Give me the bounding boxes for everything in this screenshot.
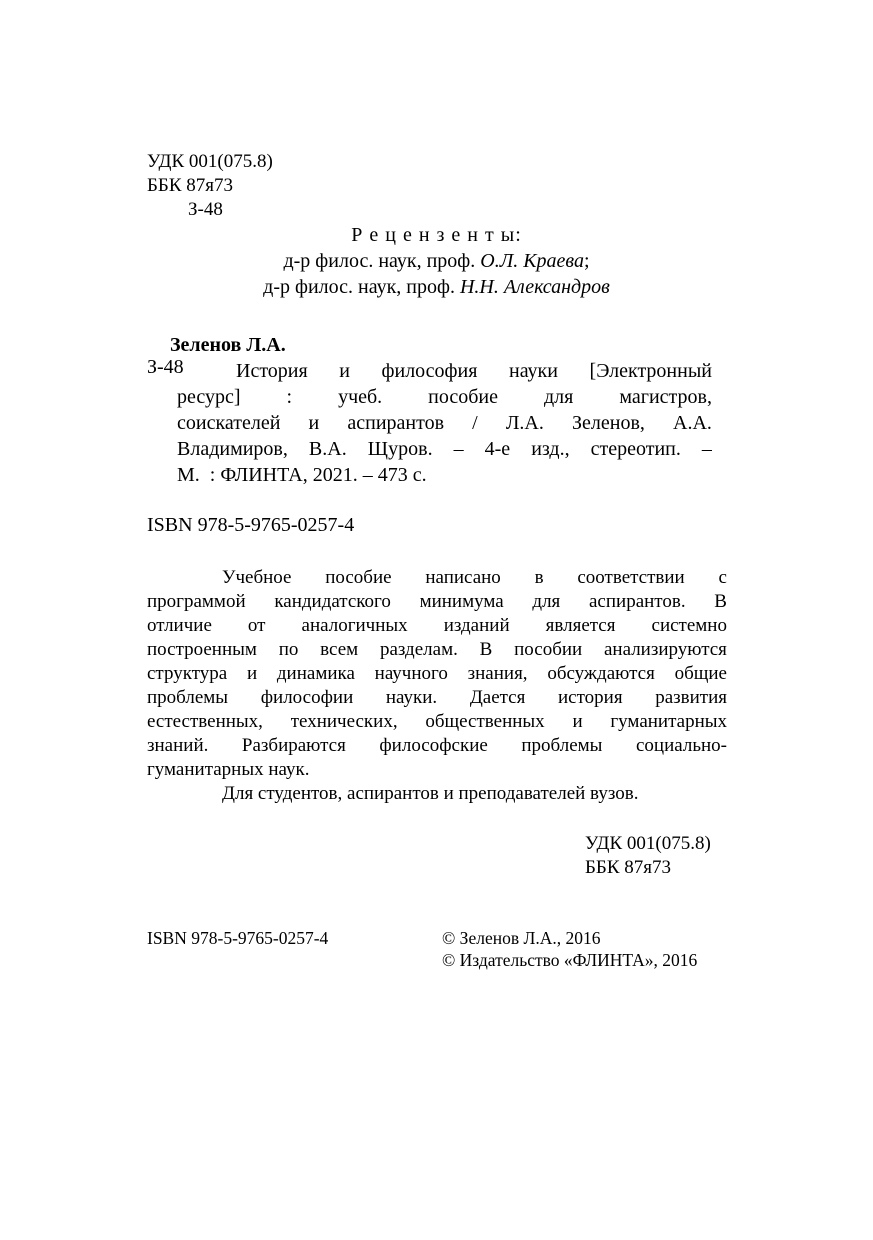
- reviewer-1: [0, 248, 873, 274]
- abstract-line: [147, 638, 727, 662]
- word: В: [714, 591, 727, 612]
- word: Учебное: [222, 567, 292, 588]
- word: Щуров.: [367, 438, 433, 460]
- word: проблемы: [147, 687, 229, 708]
- word: гуманитарных: [610, 711, 727, 732]
- word: аспирантов: [347, 412, 445, 434]
- copyright-author: © Зеленов Л.А., 2016: [442, 928, 601, 948]
- word: :: [286, 386, 293, 408]
- word: отличие: [147, 615, 212, 636]
- reviewer-2-degree: д-р филос. наук, проф.: [263, 276, 460, 298]
- word: программой: [147, 591, 246, 612]
- footer-udk-code: УДК 001(075.8): [585, 833, 711, 854]
- abstract-line: [147, 614, 727, 638]
- abstract-line: [147, 662, 727, 686]
- word: знания,: [467, 663, 528, 684]
- reviewer-1-name: О.Л. Краева: [480, 250, 584, 272]
- word: Л.А.: [505, 412, 544, 434]
- word: ресурс]: [177, 386, 241, 408]
- reviewer-2: [0, 274, 873, 300]
- word: динамика: [276, 663, 355, 684]
- word: разделам.: [379, 639, 458, 660]
- word: Разбираются: [241, 735, 346, 756]
- word: и: [572, 711, 583, 732]
- word: изданий: [443, 615, 510, 636]
- entry-body: [177, 358, 712, 488]
- footer-isbn: ISBN 978-5-9765-0257-4: [147, 928, 329, 948]
- entry-line-last: М. : ФЛИНТА, 2021. – 473 с.: [177, 464, 427, 486]
- isbn-main: ISBN 978-5-9765-0257-4: [147, 514, 355, 536]
- word: знаний.: [147, 735, 209, 756]
- word: написано: [425, 567, 501, 588]
- word: социально-: [635, 735, 727, 756]
- word: и: [308, 412, 320, 434]
- word: История: [236, 360, 308, 382]
- word: стереотип.: [590, 438, 681, 460]
- word: философии: [260, 687, 354, 708]
- word: философские: [379, 735, 488, 756]
- entry-sign: З-48: [147, 356, 184, 378]
- reviewers-title: Р е ц е н з е н т ы:: [351, 224, 522, 246]
- word: изд.,: [531, 438, 570, 460]
- word: пособие: [325, 567, 392, 588]
- entry-line: [177, 410, 712, 436]
- word: 4-е: [484, 438, 511, 460]
- abstract-line: [147, 566, 727, 590]
- abstract-line: [147, 734, 727, 758]
- word: /: [472, 412, 478, 434]
- word: минимума: [419, 591, 504, 612]
- word: от: [247, 615, 266, 636]
- bbk-code: ББК 87я73: [147, 175, 233, 196]
- word: естественных,: [147, 711, 263, 732]
- abstract: [147, 566, 727, 806]
- word: технических,: [290, 711, 398, 732]
- word: соответствии: [577, 567, 685, 588]
- reviewer-2-name: Н.Н. Александров: [459, 276, 610, 298]
- word: общественных: [425, 711, 545, 732]
- word: по: [278, 639, 299, 660]
- word: построенным: [147, 639, 257, 660]
- reviewer-1-degree: д-р филос. наук, проф.: [283, 250, 481, 272]
- word: всем: [320, 639, 359, 660]
- word: общие: [674, 663, 727, 684]
- word: для: [544, 386, 574, 408]
- word: пособие: [428, 386, 499, 408]
- word: А.А.: [673, 412, 712, 434]
- word: и: [339, 360, 350, 382]
- author-sign: З-48: [188, 199, 223, 220]
- word: и: [246, 663, 258, 684]
- entry-author: Зеленов Л.А.: [170, 334, 286, 356]
- word: системно: [651, 615, 727, 636]
- abstract-line: [147, 710, 727, 734]
- udk-code: УДК 001(075.8): [147, 151, 273, 172]
- word: Зеленов,: [572, 412, 645, 434]
- word: Дается: [469, 687, 526, 708]
- word: Владимиров,: [177, 438, 288, 460]
- word: научного: [374, 663, 448, 684]
- word: развития: [655, 687, 727, 708]
- word: учеб.: [338, 386, 383, 408]
- word: проблемы: [521, 735, 603, 756]
- word: науки: [508, 360, 558, 382]
- word: структура: [147, 663, 228, 684]
- word: аналогичных: [301, 615, 408, 636]
- word: в: [534, 567, 544, 588]
- word: пособии: [514, 639, 583, 660]
- word: с: [718, 567, 727, 588]
- entry-line: [177, 436, 712, 462]
- word: аспирантов.: [589, 591, 686, 612]
- abstract-line: [147, 590, 727, 614]
- abstract-line-last: гуманитарных наук.: [147, 759, 310, 780]
- word: науки.: [385, 687, 438, 708]
- word: В.А.: [308, 438, 347, 460]
- word: анализируются: [604, 639, 727, 660]
- word: история: [558, 687, 623, 708]
- word: –: [701, 438, 712, 460]
- entry-line: [177, 358, 712, 384]
- word: является: [545, 615, 616, 636]
- copyright-publisher: © Издательство «ФЛИНТА», 2016: [442, 950, 698, 970]
- abstract-line: [147, 686, 727, 710]
- word: обсуждаются: [547, 663, 655, 684]
- word: философия: [381, 360, 478, 382]
- word: –: [453, 438, 464, 460]
- entry-line: [177, 384, 712, 410]
- abstract-audience: Для студентов, аспирантов и преподавателей вузов.: [222, 783, 639, 804]
- word: соискателей: [177, 412, 281, 434]
- reviewer-1-suffix: ;: [583, 250, 590, 272]
- word: кандидатского: [274, 591, 391, 612]
- word: [Электронный: [589, 360, 712, 382]
- word: В: [479, 639, 493, 660]
- word: магистров,: [619, 386, 712, 408]
- word: для: [532, 591, 561, 612]
- footer-bbk-code: ББК 87я73: [585, 857, 671, 878]
